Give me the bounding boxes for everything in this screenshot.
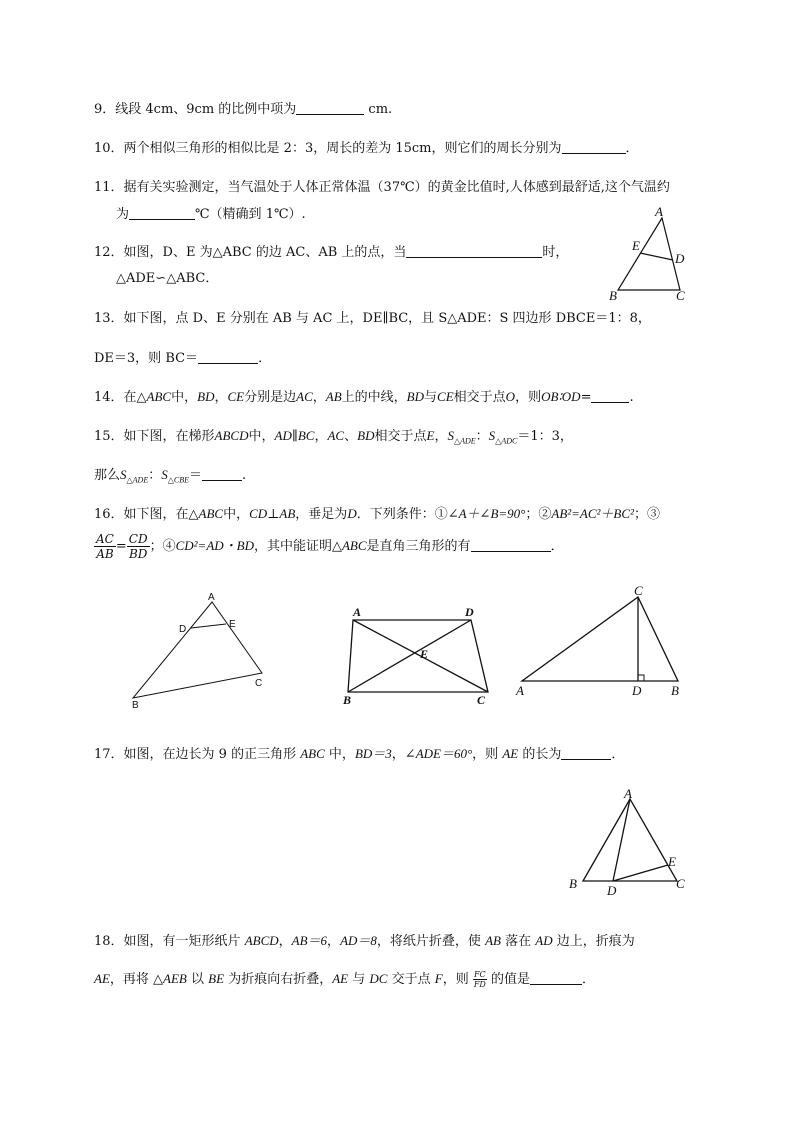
q18-line2g: 的值是 xyxy=(490,972,530,987)
fig12-label-b: B xyxy=(609,288,617,303)
fig12-label-c: C xyxy=(676,288,685,303)
q15-e: E xyxy=(426,428,435,443)
fig12-triangle xyxy=(618,218,680,290)
q16-frac2 xyxy=(127,532,150,561)
q18-line2d: 与 xyxy=(352,972,366,987)
fig17-label-e: E xyxy=(668,854,676,869)
q15-line1d: 、 xyxy=(344,429,358,444)
q15-s2sub: △ADC xyxy=(495,436,518,446)
fig17-segment-de xyxy=(613,865,668,881)
q14-mid2: 分别是边 xyxy=(244,390,297,405)
q18-line1e: 落在 xyxy=(505,934,532,949)
q14-mid3: 上的中线， xyxy=(341,390,407,405)
q14-ab: AB xyxy=(325,389,342,404)
q18-f: F xyxy=(434,971,443,986)
figure-q12 xyxy=(600,200,700,310)
q16-line1a: 16．如下图，在△ xyxy=(94,507,199,522)
q16-line2b: ，其中能证明△ xyxy=(253,539,342,554)
q16-line2c: 是直角三角形的有 xyxy=(366,539,471,554)
q16-cond4: CD²=AD・BD xyxy=(175,538,254,553)
fig12-label-e: E xyxy=(632,238,640,253)
q18-ab2: AB xyxy=(485,933,501,948)
q14-comma2: ， xyxy=(312,390,326,405)
question-13-line1 xyxy=(94,310,651,328)
q18-frac-den: FD xyxy=(473,980,486,989)
fig17-label-c: C xyxy=(676,876,685,891)
q15-line2a: 那么 xyxy=(94,468,121,483)
q16-frac2-num: CD xyxy=(128,532,148,546)
q13-blank[interactable] xyxy=(198,349,258,364)
q16-line1c: ，垂足为 xyxy=(295,507,348,522)
fig15-label-b: B xyxy=(343,693,352,707)
q14-eq: = xyxy=(580,390,592,405)
fig16-triangle xyxy=(522,597,678,681)
q17-end: ． xyxy=(611,747,625,762)
q15-line1c: ， xyxy=(314,429,328,444)
fig16-label-c: C xyxy=(634,583,643,598)
fig13-label-c: C xyxy=(255,678,263,689)
fig16-right-angle-mark xyxy=(638,675,644,681)
q15-s3sub: △ADE xyxy=(126,475,149,485)
q18-line2b: 以 xyxy=(191,972,205,987)
fig17-label-b: B xyxy=(569,876,577,891)
q18-tri: △AEB xyxy=(153,971,187,986)
figure-q16 xyxy=(510,585,690,700)
q12-line2: △ADE∽△ABC． xyxy=(116,271,219,286)
q16-abc: ABC xyxy=(198,506,224,521)
q18-end: ． xyxy=(581,972,595,987)
figure-q13 xyxy=(125,590,275,710)
q15-s4sub: △CBE xyxy=(167,475,189,485)
q14-ce2: CE xyxy=(437,389,454,404)
q16-frac1-den: AB xyxy=(96,547,114,561)
q15-abcd: ABCD xyxy=(214,428,249,443)
q11-line1: 11．据有关实验测定，当气温处于人体正常体温（37℃）的黄金比值时,人体感到最舒适,这个气温约 xyxy=(94,180,670,195)
q18-abcd: ABCD xyxy=(244,933,279,948)
q15-line1a: 15．如下图，在梯形 xyxy=(94,429,215,444)
question-10 xyxy=(94,139,639,158)
q15-s1sub: △ADE xyxy=(453,436,476,446)
fig13-label-b: B xyxy=(132,700,139,711)
q14-mid5: 相交于点 xyxy=(453,390,506,405)
q14-o: O xyxy=(505,389,516,404)
q12-blank[interactable] xyxy=(406,243,542,258)
q15-s2: S xyxy=(488,428,496,443)
fig13-triangle xyxy=(133,602,262,698)
fig15-label-c: C xyxy=(477,693,486,707)
q17-blank[interactable] xyxy=(561,745,611,760)
question-14 xyxy=(94,388,634,407)
q16-eqsign: = xyxy=(115,539,127,554)
q16-end: ． xyxy=(550,539,564,554)
q13-line1: 13．如下图，点 D、E 分别在 AB 与 AC 上，DE∥BC，且 S△ADE：S 四边形 DBCE＝1：8， xyxy=(94,311,651,326)
q16-line1e: ；② xyxy=(525,507,552,522)
fig15-label-e: E xyxy=(420,647,429,661)
q15-line1e: 相交于点 xyxy=(374,429,427,444)
q11-blank[interactable] xyxy=(129,205,195,220)
q18-line2e: 交于点 xyxy=(391,972,431,987)
q15-colon: ： xyxy=(475,429,489,444)
q10-text: 10．两个相似三角形的相似比是 2：3，周长的差为 15cm，则它们的周长分别为 xyxy=(94,141,562,156)
q13-line2b: ． xyxy=(258,351,272,366)
q18-be: BE xyxy=(208,971,225,986)
q15-blank[interactable] xyxy=(202,466,242,481)
question-12-line1 xyxy=(94,243,568,262)
q17-abc: ABC xyxy=(300,746,325,761)
q15-s4: S xyxy=(161,467,168,482)
q14-ratio: OB∶OD xyxy=(541,389,581,404)
q18-line1f: 边上，折痕为 xyxy=(556,934,635,949)
fig16-label-a: A xyxy=(516,683,524,698)
q16-frac2-den: BD xyxy=(128,547,148,561)
q17-text3: ， xyxy=(391,747,405,762)
fig16-label-d: D xyxy=(632,683,642,698)
q15-line2b: ＝ xyxy=(189,468,203,483)
q11-line2a: 为 xyxy=(116,207,130,222)
question-9 xyxy=(94,100,392,119)
q16-d: D xyxy=(347,506,357,521)
q16-abc2: ABC xyxy=(341,538,367,553)
fig12-label-d: D xyxy=(675,251,685,266)
question-16-line1 xyxy=(94,505,660,524)
fig17-segment-ad xyxy=(613,799,630,881)
q16-cond1: ∠A＋∠B=90° xyxy=(447,506,526,521)
q18-line1c: ， xyxy=(327,934,341,949)
q18-line1d: ，将纸片折叠，使 xyxy=(376,934,481,949)
fig16-label-b: B xyxy=(671,683,679,698)
fig13-label-e: E xyxy=(229,619,236,630)
q14-ce: CE xyxy=(227,389,245,404)
q10-blank[interactable] xyxy=(562,139,626,154)
q17-ae: AE xyxy=(502,746,519,761)
q14-bd2: BD xyxy=(406,389,425,404)
question-11-line1 xyxy=(94,179,670,197)
question-11-line2 xyxy=(116,205,306,224)
q10-end: ． xyxy=(625,141,639,156)
q18-line2a: ，再将 xyxy=(109,972,154,987)
q9-unit: cm. xyxy=(364,102,393,117)
question-15-line2 xyxy=(94,466,246,490)
q14-blank[interactable] xyxy=(591,388,629,403)
q15-ac: AC xyxy=(327,428,345,443)
q17-angle: ∠ADE＝60° xyxy=(404,746,473,761)
fig15-label-d: D xyxy=(465,605,474,619)
fig15-label-a: A xyxy=(353,605,362,619)
q16-cond2: AB²=AC²＋BC² xyxy=(551,506,634,521)
q14-bd: BD xyxy=(197,389,215,404)
q14-ac: AC xyxy=(296,389,313,404)
fig17-triangle xyxy=(583,799,677,881)
question-12-line2 xyxy=(116,270,218,288)
q18-ae: AE xyxy=(94,971,110,986)
q14-tri: △ABC xyxy=(136,389,172,404)
fig15-diagonal-bd xyxy=(348,620,471,692)
fig13-segment-de xyxy=(191,624,226,628)
question-18-line2 xyxy=(94,966,595,993)
q18-line1b: ， xyxy=(278,934,292,949)
q13-line2a: DE＝3，则 BC＝ xyxy=(94,351,199,366)
q16-cdab: CD⊥AB xyxy=(249,506,296,521)
q11-line2b: ℃（精确到 1℃）. xyxy=(195,207,306,222)
q14-comma: ， xyxy=(214,390,228,405)
fig12-label-a: A xyxy=(655,204,663,219)
q14-mid1: 中， xyxy=(171,390,198,405)
question-15-line1 xyxy=(94,427,573,451)
question-13-line2 xyxy=(94,349,271,368)
q14-pre: 14．在 xyxy=(94,390,137,405)
q16-line1b: 中， xyxy=(223,507,250,522)
q16-line2a: ；④ xyxy=(149,539,176,554)
q15-line1f: ， xyxy=(434,429,448,444)
q14-end: . xyxy=(629,390,634,405)
q18-frac-num: FC xyxy=(474,970,486,979)
question-16-line2 xyxy=(94,528,564,565)
q15-line1b: 中， xyxy=(248,429,275,444)
q16-line1d: ．下列条件：① xyxy=(356,507,448,522)
fig13-label-d: D xyxy=(179,624,187,635)
q17-bd: BD＝3 xyxy=(354,746,392,761)
q18-frac xyxy=(473,970,487,989)
q17-text1: 17．如图，在边长为 9 的正三角形 xyxy=(94,747,297,762)
q16-line1f: ；③ xyxy=(633,507,660,522)
q15-s1: S xyxy=(447,428,454,443)
fig13-label-a: A xyxy=(208,592,215,603)
q18-line1a: 18．如图，有一矩形纸片 xyxy=(94,934,241,949)
fig17-label-a: A xyxy=(624,786,632,801)
fig17-label-d: D xyxy=(607,883,617,898)
q18-ab: AB＝6 xyxy=(291,933,328,948)
question-17 xyxy=(94,745,624,764)
q16-blank[interactable] xyxy=(471,537,551,552)
q17-text5: 的长为 xyxy=(522,747,562,762)
q15-line1g: ＝1：3， xyxy=(517,429,573,444)
q9-text: 9．线段 4cm、9cm 的比例中项为 xyxy=(94,102,297,117)
q18-ad2: AD xyxy=(535,933,553,948)
q12-line1a: 12．如图，D、E 为△ABC 的边 AC、AB 上的点，当 xyxy=(94,245,407,260)
q18-ad: AD＝8 xyxy=(340,933,377,948)
q15-adbc: AD∥BC xyxy=(274,428,315,443)
q9-blank[interactable] xyxy=(296,100,364,115)
q17-text2: 中， xyxy=(328,747,355,762)
figure-q15 xyxy=(340,600,500,710)
q17-text4: ，则 xyxy=(472,747,499,762)
q14-mid4: 与 xyxy=(424,390,438,405)
q18-dc: DC xyxy=(369,971,388,986)
q15-colon2: ： xyxy=(148,468,162,483)
q14-mid6: ，则 xyxy=(515,390,542,405)
q18-blank[interactable] xyxy=(530,970,582,985)
fig12-segment-ed xyxy=(640,253,673,260)
q12-line1b: 时， xyxy=(542,245,569,260)
q18-ae2: AE xyxy=(332,971,349,986)
figure-q17 xyxy=(565,785,695,898)
q15-bd: BD xyxy=(357,428,375,443)
q15-s3: S xyxy=(120,467,127,482)
q15-end: . xyxy=(242,468,247,483)
q18-line2c: 为折痕向右折叠， xyxy=(228,972,333,987)
q16-frac1 xyxy=(94,532,116,561)
q18-line2f: ，则 xyxy=(442,972,469,987)
q16-frac1-num: AC xyxy=(96,532,114,546)
question-18-line1 xyxy=(94,932,635,951)
